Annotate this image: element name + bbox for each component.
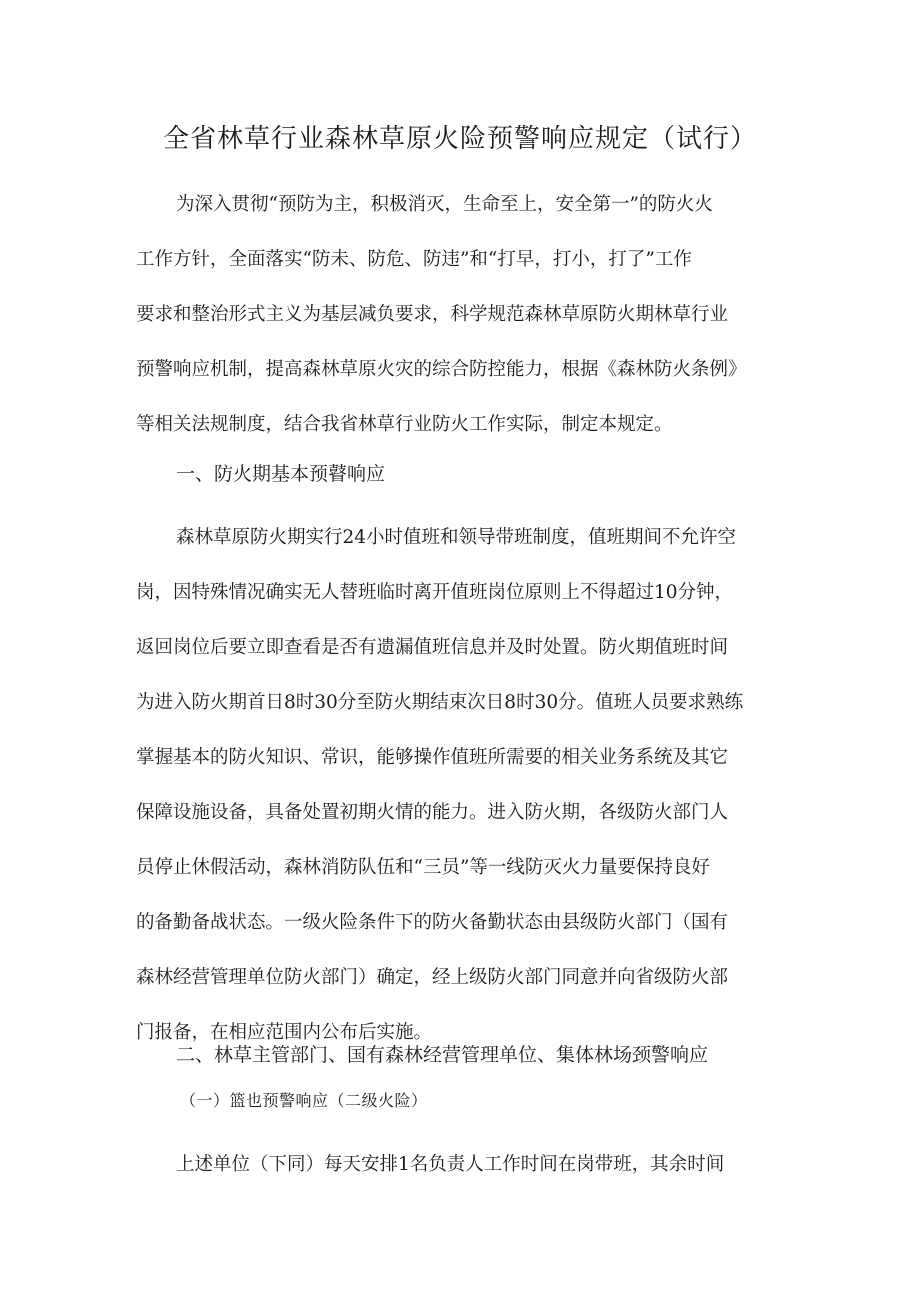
intro-line: 为深入贯彻“预防为主，积极消灭，生命至上，安全第一”的防火火 (176, 194, 713, 215)
section1-line: 的备勤备战状态。一级火险条件下的防火备勤状态由县级防火部门（国有 (136, 912, 729, 933)
section2-line: 上述单位（下同）每天安排1名负责人工作时间在岗带班，其余时间 (176, 1154, 725, 1175)
section1-heading: 一、防火期基本预瞽响应 (176, 463, 386, 485)
intro-paragraph (136, 177, 786, 452)
section1-line: 掌握基本的防火知识、常识，能够操作值班所需要的相关业务系统及其它 (136, 747, 729, 768)
section2-paragraph (136, 1137, 786, 1192)
section1-line: 保障设施设备，具备处置初期火情的能力。进入防火期，各级防火部门人 (136, 802, 729, 823)
section1-line: 员停止休假活动，森林消防队伍和“三员”等一线防灭火力量要保持良好 (136, 857, 710, 878)
section2-subheading: （一）篮也预警响应（二级火险） (180, 1091, 428, 1110)
section1-line: 门报备，在相应范围内公布后实施。 (136, 1022, 433, 1043)
section1-line: 为进入防火期首日8时30分至防火期结束次日8时30分。值班人员要求熟练 (136, 692, 744, 713)
section1-line: 岗，因特殊情况确实无人替班临时离开值班岗位原则上不得超过10分钟， (136, 582, 734, 603)
intro-line: 要求和整治形式主义为基层减负要求，科学规范森林草原防火期林草行业 (136, 304, 729, 325)
section1-paragraph (136, 510, 786, 1060)
section2-heading: 二、林草主管部门、国有森林经营管理单位、集体林场颈警响应 (176, 1044, 709, 1066)
intro-line: 预警响应机制，提高森林草原火灾的综合防控能力，根据《森林防火条例》 (136, 359, 747, 380)
section1-line: 返回岗位后要立即查看是否有遗漏值班信息并及时处置。防火期值班时间 (136, 637, 729, 658)
section1-line: 森林草原防火期实行24小时值班和领导带班制度，值班期间不允许空 (176, 527, 737, 548)
document-title: 全省林草行业森林草原火险预警响应规定（试行） (162, 124, 757, 154)
intro-line: 等相关法规制度，结合我省林草行业防火工作实际，制定本规定。 (136, 414, 673, 435)
section1-line: 森林经营管理单位防火部门）确定，经上级防火部门同意并向省级防火部 (136, 967, 729, 988)
intro-line: 工作方针，全面落实“防未、防危、防违”和“打早，打小，打了”工作 (136, 249, 692, 270)
